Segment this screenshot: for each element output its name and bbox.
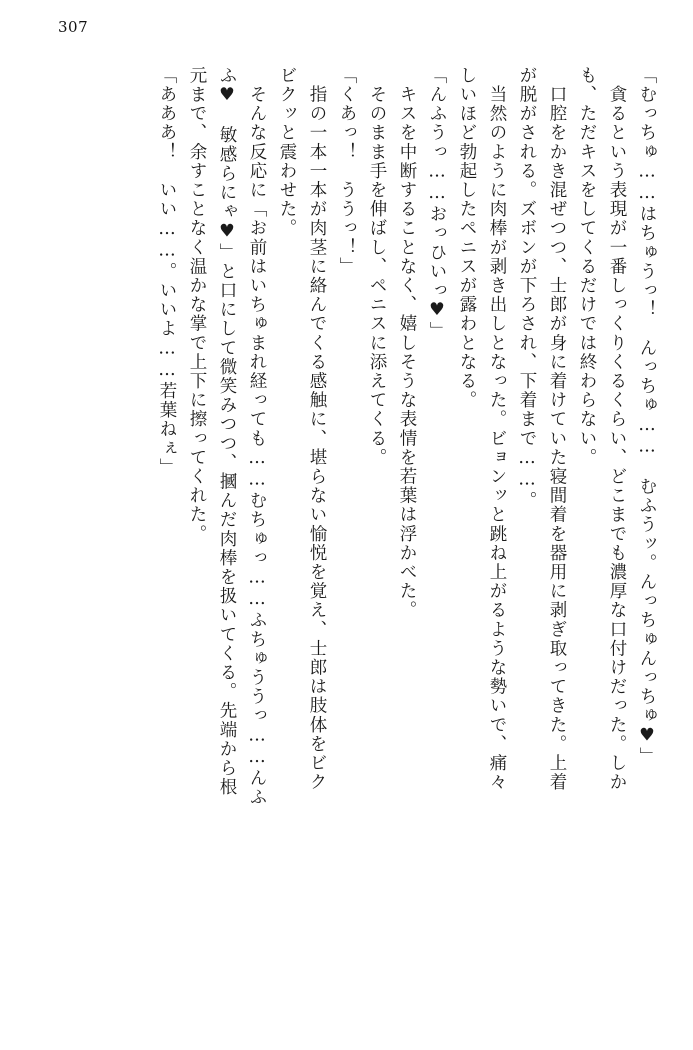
- text-line: 当然のように肉棒が剥き出しとなった。ビョンッと跳ね上がるような勢いで、痛々: [487, 66, 507, 792]
- text-line: ふ♥ 敏感らにゃ♥」と口にして微笑みつつ、摑んだ肉棒を扱いてくる。先端から根: [217, 66, 237, 797]
- vertical-text-body: [40, 66, 655, 1016]
- text-line: 「あああ！ いい……。いいよ……若葉ねぇ」: [157, 66, 177, 478]
- text-line: そのまま手を伸ばし、ペニスに添えてくる。: [367, 66, 387, 468]
- page-number: 307: [58, 18, 89, 36]
- text-line: 元まで、余すことなく温かな掌で上下に擦ってくれた。: [187, 66, 207, 544]
- text-line: そんな反応に「お前はいちゅまれ経っても……むちゅっ……ふちゅううっ……んふ: [247, 66, 267, 807]
- text-line: ビクッと震わせた。: [277, 66, 297, 238]
- text-line: 「くあっ！ ううっ！」: [337, 66, 357, 277]
- text-line: しいほど勃起したペニスが露わとなる。: [457, 66, 477, 410]
- text-line: キスを中断することなく、嬉しそうな表情を若葉は浮かべた。: [397, 66, 417, 620]
- text-line: 貪るという表現が一番しっくりくるくらい、どこまでも濃厚な口付けだった。しか: [607, 66, 627, 792]
- text-line: 口腔をかき混ぜつつ、士郎が身に着けていた寝間着を器用に剥ぎ取ってきた。上着: [547, 66, 567, 792]
- text-line: も、ただキスをしてくるだけでは終わらない。: [577, 66, 597, 468]
- text-line: 「んふうっ……おっひいっ♥」: [427, 66, 447, 341]
- text-line: 「むっちゅ……はちゅうっ！ んっちゅ…… むふうッ。んっちゅんっちゅ♥」: [637, 66, 657, 767]
- text-line: 指の一本一本が肉茎に絡んでくる感触に、堪らない愉悦を覚え、士郎は肢体をビク: [307, 66, 327, 792]
- text-line: が脱がされる。ズボンが下ろされ、下着まで……。: [517, 66, 537, 511]
